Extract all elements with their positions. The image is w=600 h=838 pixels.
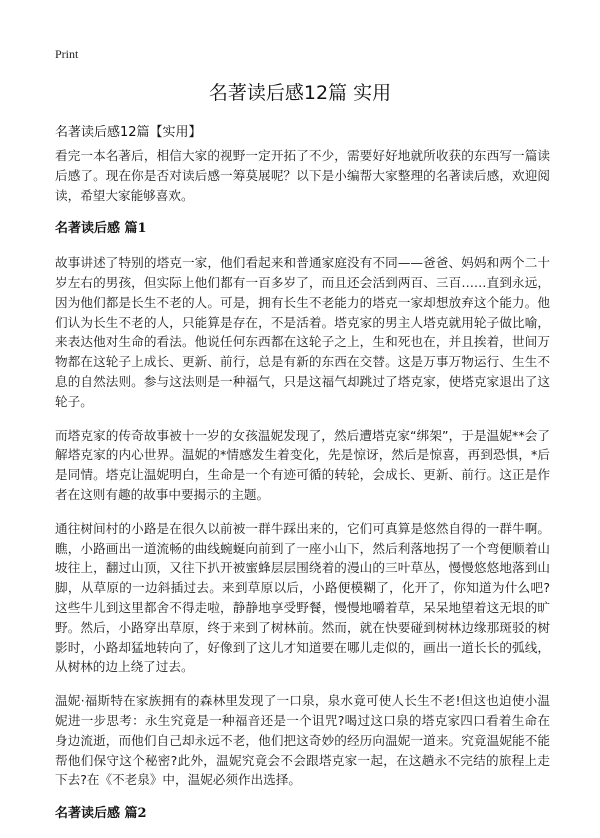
paragraph: 故事讲述了特别的塔克一家，他们看起来和普通家庭没有不同——爸爸、妈妈和两个二十岁左右的男孩，但实际上他们都有一百多岁了，而且还会活到两百、三百……直到永远，因为他们都是长生不老的人。可是，拥有长生不老能力的塔克一家却想放弃这个能力。他们认为长生不老的人，只能算是存在，不是活着。塔克家的男主人塔克就用轮子做比喻，来表达他对生命的看法。他说任何东西都在这轮子之上，生和死也在，并且挨着，世间万物都在这轮子上成长、更新、前行，总是有新的东西在交替。这是万事万物运行、生生不息的自然法则。参与这法则是一种福气，只是这福气却跳过了塔克家，使塔克家退出了这轮子。	[55, 255, 550, 409]
paragraph: 通往树间村的小路是在很久以前被一群牛踩出来的，它们可真算是悠然自得的一群牛啊。瞧，小路画出一道流畅的曲线蜿蜒向前到了一座小山下，然后利落地拐了一个弯便顺着山坡往上，翻过山顶，又往下扒开被蜜蜂层层围绕着的漫山的三叶草丛，慢慢悠悠地落到山脚，从草原的一边斜插过去。来到草原以后，小路便模糊了，化开了，你知道为什么吧?这些牛儿到这里都舍不得走啦，静静地享受野餐，慢慢地嚼着草，呆呆地望着这无垠的旷野。然后，小路穿出草原，终于来到了树林前。然而，就在快要碰到树林边缘那斑驳的树影时，小路却猛地转向了，好像到了这儿才知道要在哪儿走似的，画出一道长长的弧线，从树林的边上绕了过去。	[55, 520, 550, 675]
page-subtitle: 名著读后感12篇【实用】	[55, 125, 202, 140]
section-heading-2: 名著读后感 篇2	[55, 806, 147, 822]
section-heading-1: 名著读后感 篇1	[55, 221, 147, 237]
paragraph: 而塔克家的传奇故事被十一岁的女孩温妮发现了，然后遭塔克家“绑架”，于是温妮**会了解塔克家的内心世界。温妮的*情感发生着变化，先是惊讶，然后是惊喜，再到恐惧，*后是同情。塔克让温妮明白，生命是一个有迹可循的转轮，会成长、更新、前行。这正是作者在这则有趣的故事中要揭示的主题。	[55, 427, 551, 502]
article-body	[55, 146, 550, 838]
paragraph: 温妮·福斯特在家族拥有的森林里发现了一口泉，泉水竟可使人长生不老!但这也迫使小温妮进一步思考：永生究竟是一种福音还是一个诅咒?喝过这口泉的塔克家四口看着生命在身边流逝，而他们自己却永远不老，他们把这奇妙的经历向温妮一道来。究竟温妮能不能帮他们保守这个秘密?此外，温妮究竟会不会跟塔克家一起，在这趟永不完结的旅程上走下去?在《不老泉》中，温妮必须作出选择。	[55, 693, 550, 788]
print-label[interactable]: Print	[55, 47, 79, 61]
page-title: 名著读后感12篇 实用	[208, 82, 392, 104]
intro-paragraph: 看完一本名著后，相信大家的视野一定开拓了不少，需要好好地就所收获的东西写一篇读后感了。现在你是否对读后感一筹莫展呢？以下是小编帮大家整理的名著读后感，欢迎阅读，希望大家能够喜欢。	[55, 148, 550, 203]
